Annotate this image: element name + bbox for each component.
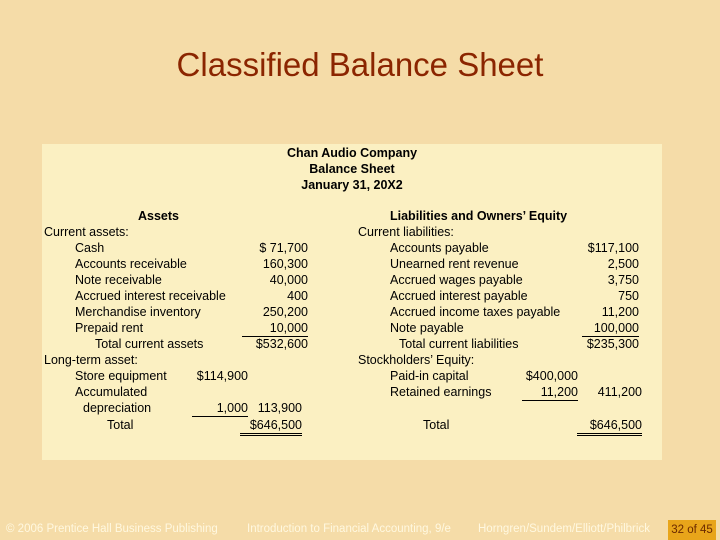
depreciation-label: depreciation [83, 401, 152, 415]
equity-heading: Stockholders’ Equity: [358, 353, 475, 367]
asset-amount: 10,000 [242, 321, 308, 337]
paid-in-capital-amount: $400,000 [525, 369, 578, 383]
total-equity-amount: 411,200 [597, 385, 642, 399]
statement-name: Balance Sheet [309, 162, 395, 176]
retained-earnings-label: Retained earnings [390, 385, 492, 399]
slide-title: Classified Balance Sheet [176, 46, 544, 83]
store-equipment-amount: $114,900 [196, 369, 248, 383]
liability-amount: 750 [618, 289, 639, 303]
assets-heading: Assets [138, 209, 179, 223]
slide-footer [0, 520, 720, 540]
footer-book: Introduction to Financial Accounting, 9/e [247, 523, 451, 535]
asset-amount: 160,300 [262, 257, 308, 271]
asset-label: Merchandise inventory [75, 305, 201, 319]
net-equipment-amount: 113,900 [257, 401, 302, 415]
store-equipment-label: Store equipment [75, 369, 167, 383]
asset-label: Note receivable [75, 273, 162, 287]
asset-label: Accrued interest receivable [75, 289, 226, 303]
asset-amount: $ 71,700 [259, 241, 308, 255]
page-number: 32 of 45 [668, 520, 716, 540]
liability-label: Unearned rent revenue [390, 257, 519, 271]
total-current-liabilities-amount: $235,300 [586, 337, 639, 351]
current-assets-heading: Current assets: [44, 225, 129, 239]
liability-amount: 11,200 [601, 305, 639, 319]
liability-amount: 3,750 [607, 273, 639, 287]
balance-sheet [42, 144, 662, 460]
asset-label: Prepaid rent [75, 321, 144, 335]
liability-label: Accounts payable [390, 241, 489, 255]
total-assets-label: Total [107, 418, 134, 432]
retained-earnings-amount: 11,200 [522, 385, 578, 401]
asset-amount: 400 [287, 289, 308, 303]
depreciation-amount: 1,000 [192, 401, 248, 417]
total-liabilities-label: Total [423, 418, 450, 432]
paid-in-capital-label: Paid-in capital [390, 369, 469, 383]
asset-label: Cash [75, 241, 105, 255]
liability-amount: $117,100 [587, 241, 639, 255]
total-liabilities-amount: $646,500 [577, 418, 642, 436]
liability-label: Accrued interest payable [390, 289, 528, 303]
asset-amount: 40,000 [269, 273, 308, 287]
long-term-heading: Long-term asset: [44, 353, 138, 367]
total-assets-amount: $646,500 [240, 418, 302, 436]
company-name: Chan Audio Company [286, 146, 418, 160]
asset-amount: 250,200 [262, 305, 308, 319]
total-current-assets-amount: $532,600 [255, 337, 308, 351]
liability-amount: 100,000 [582, 321, 639, 337]
total-current-assets-label: Total current assets [95, 337, 204, 351]
asset-label: Accounts receivable [75, 257, 187, 271]
liability-label: Note payable [390, 321, 464, 335]
liability-amount: 2,500 [607, 257, 639, 271]
statement-date: January 31, 20X2 [301, 178, 403, 192]
liability-label: Accrued income taxes payable [390, 305, 561, 319]
liabilities-heading: Liabilities and Owners’ Equity [390, 209, 568, 223]
accumulated-label: Accumulated [75, 385, 148, 399]
current-liabilities-heading: Current liabilities: [358, 225, 454, 239]
liability-label: Accrued wages payable [390, 273, 523, 287]
footer-authors: Horngren/Sundem/Elliott/Philbrick [478, 523, 650, 535]
total-current-liabilities-label: Total current liabilities [399, 337, 519, 351]
footer-publisher: © 2006 Prentice Hall Business Publishing [6, 523, 218, 535]
